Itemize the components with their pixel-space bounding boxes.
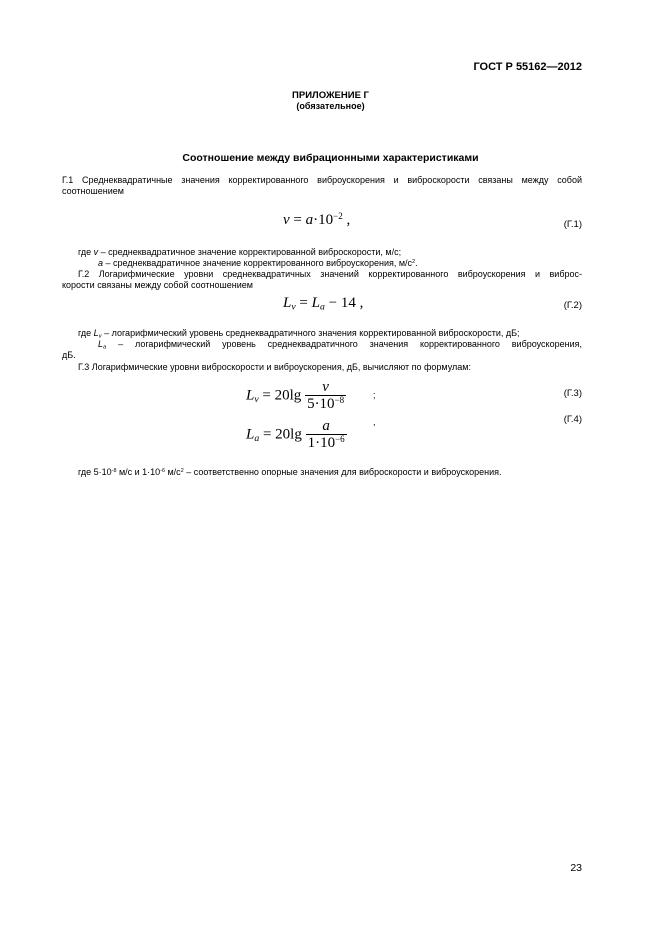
page-title: Соотношение между вибрационными характеристиками (182, 152, 479, 164)
section-g3: Г.3 Логарифмические уровни виброскорости и виброускорения, дБ, вычисляют по формулам: (78, 362, 471, 372)
section-g2-line2: корости связаны между собой соотношением (62, 280, 253, 290)
standard-designation: ГОСТ Р 55162—2012 (473, 61, 582, 73)
equation-g3-semicolon: ; (373, 390, 376, 400)
section-g1-line2: соотношением (62, 186, 124, 196)
equation-g2-number: (Г.2) (563, 300, 582, 311)
section-g1-line1: Г.1 Среднеквадратичные значения корректированного виброускорения и виброскорости связаны между собой (62, 175, 582, 185)
where-a: a – среднеквадратичное значение корректированного виброускорения, $м/с^2$. (98, 258, 418, 268)
equation-g3: $L_v = 20\lg$ $\frac{v}{5\cdot 10^{-8}}$ (246, 379, 345, 412)
equation-g1-number: (Г.1) (563, 219, 582, 230)
where-lv: где $L_v$ – логарифмический уровень среднеквадратичного значения корректированной виброскорости, дБ; (78, 328, 520, 340)
appendix-status: (обязательное) (296, 101, 365, 111)
appendix-label: ПРИЛОЖЕНИЕ Г (292, 90, 369, 101)
where-la-cont: дБ. (62, 350, 76, 360)
equation-g4: $L_a = 20\lg$ $\frac{a}{1\cdot 10^{-6}}$ (246, 418, 345, 451)
equation-g2: $L_v = L_a - 14$ , (283, 295, 364, 313)
section-g2-line1: Г.2 Логарифмические уровни среднеквадратичных значений корректированного виброускорения и виброс- (78, 269, 582, 279)
equation-g1: $v = a\cdot 10^{-2}$ , (283, 211, 351, 228)
reference-values: где $5\cdot 10^{-8}$ м/с и $1\cdot 10^{-6}$ $м/с^2$ – соответственно опорные значения для виброскорости и виброускорения. (78, 467, 502, 477)
page-number: 23 (570, 862, 582, 874)
equation-g3-number: (Г.3) (563, 388, 582, 399)
equation-g4-number: (Г.4) (563, 414, 582, 425)
where-v: где v – среднеквадратичное значение корректированной виброскорости, м/с; (78, 247, 402, 257)
where-la: $L_a$ – логарифмический уровень среднеквадратичного значения корректированного виброускорения, (98, 339, 582, 351)
equation-g4-comma: , (373, 417, 376, 427)
